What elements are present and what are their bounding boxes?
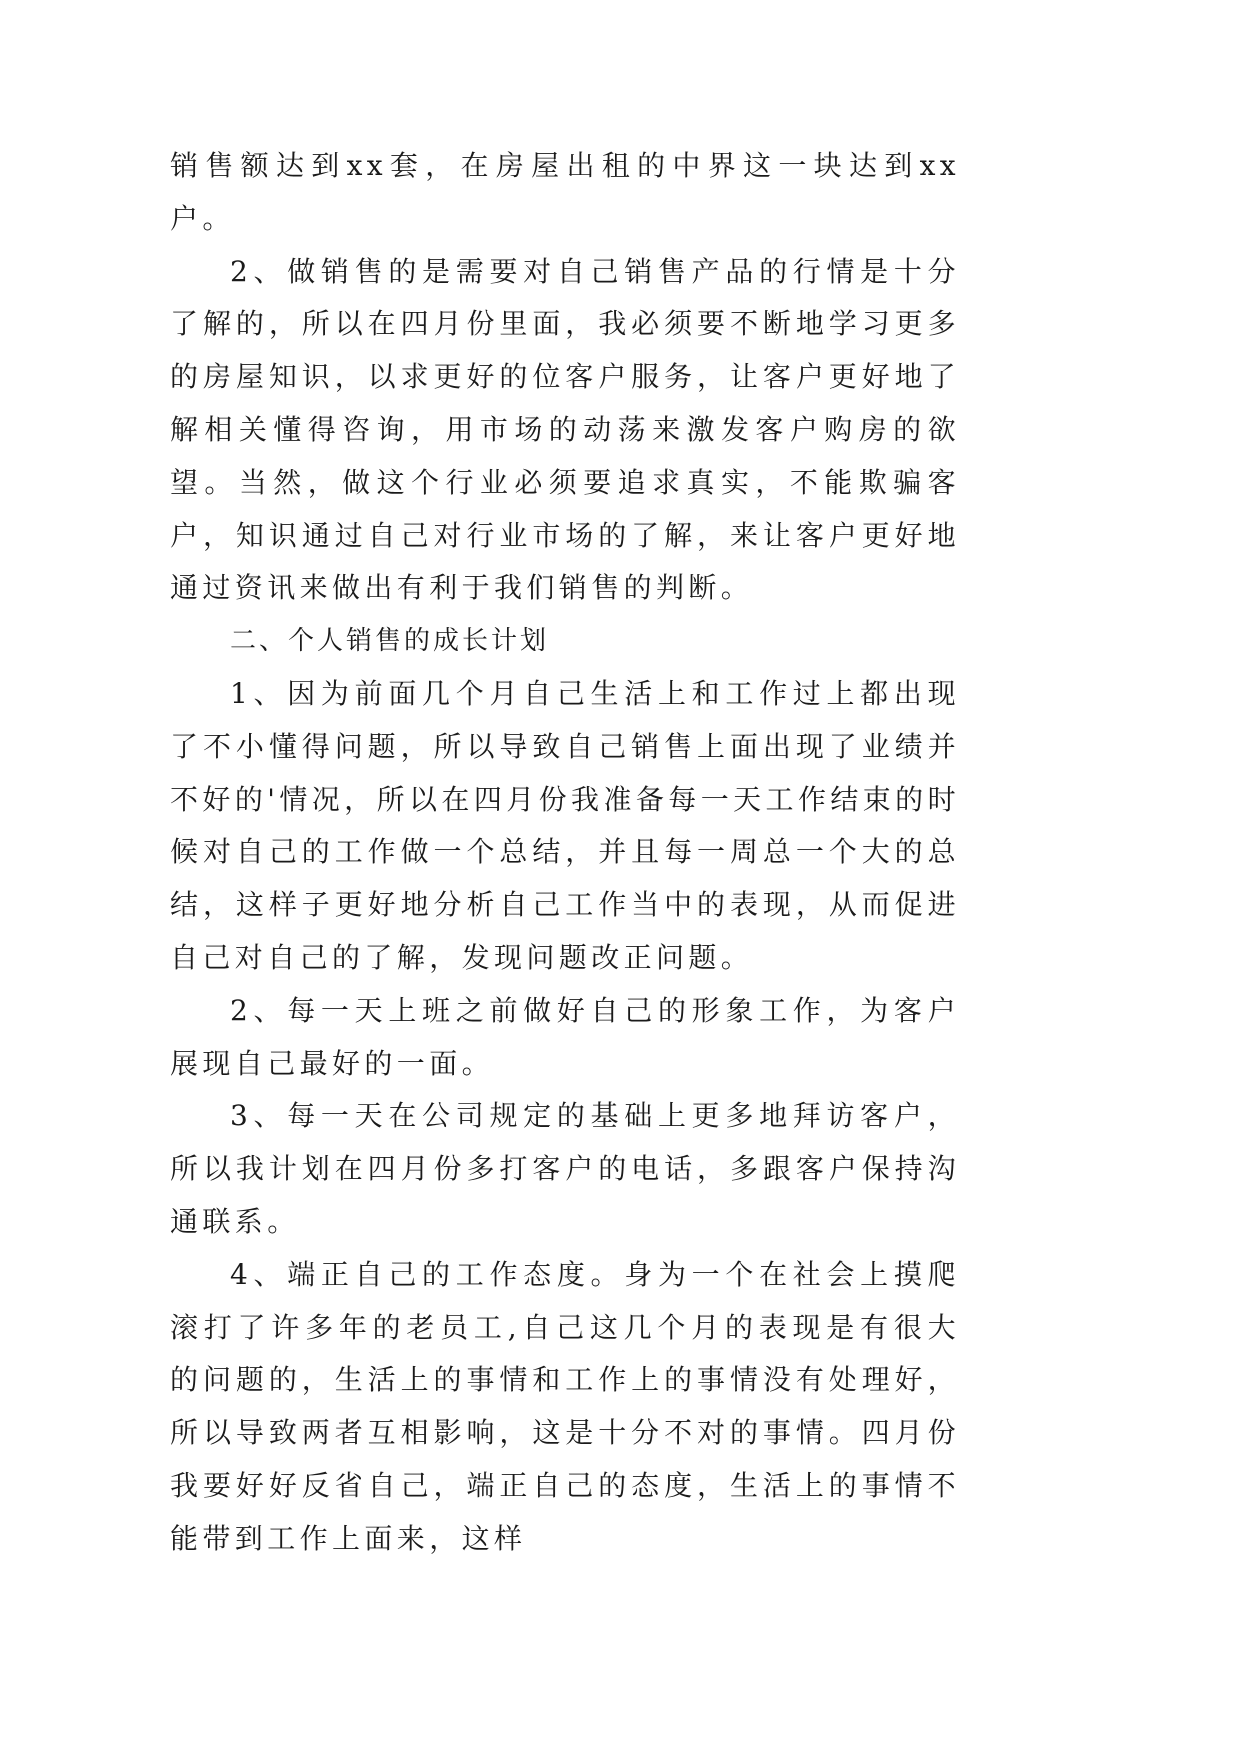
section-heading: 二、个人销售的成长计划: [230, 626, 550, 657]
paragraph-item-3-client-visits: 3、每一天在公司规定的基础上更多地拜访客户，所以我计划在四月份多打客户的电话，多跟客户保持沟通联系。: [170, 1099, 960, 1238]
paragraph-item-2-appearance: 2、每一天上班之前做好自己的形象工作，为客户展现自己最好的一面。: [170, 993, 960, 1080]
paragraph-item-1-daily-summary: 1、因为前面几个月自己生活上和工作过上都出现了不小懂得问题，所以导致自己销售上面出现了业绩并不好的'情况，所以在四月份我准备每一天工作结束的时候对自己的工作做一个总结，并且每一周总一个大的总结，这样子更好地分析自己工作当中的表现，从而促进自己对自己的了解，发现问题改正问题。: [170, 676, 960, 974]
paragraph-item-4-attitude: 4、端正自己的工作态度。身为一个在社会上摸爬滚打了许多年的老员工,自己这几个月的表现是有很大的问题的，生活上的事情和工作上的事情没有处理好，所以导致两者互相影响，这是十分不对的事情。四月份我要好好反省自己，端正自己的态度，生活上的事情不能带到工作上面来，这样: [170, 1257, 960, 1555]
paragraph-continuation: 销售额达到xx套，在房屋出租的中界这一块达到xx户。: [170, 149, 960, 235]
document-body: [170, 140, 960, 1566]
paragraph-item-2-market-knowledge: 2、做销售的是需要对自己销售产品的行情是十分了解的，所以在四月份里面，我必须要不断地学习更多的房屋知识，以求更好的位客户服务，让客户更好地了解相关懂得咨询，用市场的动荡来激发客户购房的欲望。当然，做这个行业必须要追求真实，不能欺骗客户，知识通过自己对行业市场的了解，来让客户更好地通过资讯来做出有利于我们销售的判断。: [170, 254, 960, 605]
